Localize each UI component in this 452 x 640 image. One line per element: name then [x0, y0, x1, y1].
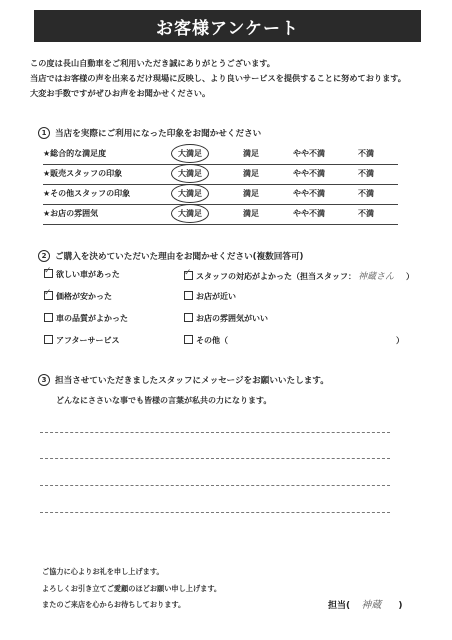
- close-paren: ）: [406, 272, 415, 281]
- rating-row: [43, 184, 398, 205]
- reason-checkbox[interactable]: [44, 266, 53, 278]
- message-line-1[interactable]: [40, 432, 390, 433]
- rating-row-label: ★販売スタッフの印象: [43, 169, 123, 178]
- rating-option[interactable]: 大満足: [171, 204, 209, 223]
- reason-option[interactable]: [184, 335, 404, 346]
- reason-label: お店が近い: [196, 292, 236, 301]
- rating-option[interactable]: 満足: [243, 169, 259, 178]
- footer-line-3: またのご来店を心からお待ちしております。: [42, 600, 186, 609]
- rating-option[interactable]: 大満足: [171, 164, 209, 183]
- q3-number: 3: [38, 374, 50, 386]
- reason-label: その他（: [196, 336, 228, 345]
- reason-option[interactable]: [184, 291, 236, 302]
- reason-checkbox[interactable]: [184, 291, 193, 300]
- reason-checkbox[interactable]: [44, 288, 53, 300]
- reason-label: お店の雰囲気がいい: [196, 314, 268, 323]
- reason-label: スタッフの対応がよかった（担当スタッフ：: [196, 272, 356, 281]
- check-mark-icon: ✓: [44, 288, 52, 298]
- reason-label: 価格が安かった: [56, 292, 112, 301]
- q1-number: 1: [38, 127, 50, 139]
- staff-name-handwritten: 神蔵さん: [358, 272, 395, 282]
- intro-line-1: この度は長山自動車をご利用いただき誠にありがとうございます。: [30, 58, 275, 68]
- reason-option[interactable]: [184, 313, 268, 324]
- rating-option[interactable]: 満足: [243, 149, 259, 158]
- reason-option[interactable]: [44, 266, 120, 280]
- reason-option[interactable]: [184, 269, 414, 282]
- close-paren: ）: [396, 336, 404, 345]
- footer-line-2: よろしくお引き立てご愛顧のほどお願い申し上げます。: [42, 584, 222, 593]
- rating-option[interactable]: やや不満: [293, 149, 325, 158]
- rating-option[interactable]: 満足: [243, 209, 259, 218]
- reason-checkbox[interactable]: [44, 313, 53, 322]
- message-line-3[interactable]: [40, 485, 390, 486]
- q1-heading-text: 当店を実際にご利用になった印象をお聞かせください: [55, 129, 262, 139]
- reason-label: 欲しい車があった: [56, 270, 120, 279]
- reason-option[interactable]: [44, 335, 119, 346]
- rating-row-label: ★お店の雰囲気: [43, 209, 99, 218]
- rating-row: [43, 204, 398, 225]
- reason-label: アフターサービス: [56, 336, 120, 345]
- rating-row-label: ★総合的な満足度: [43, 149, 107, 158]
- q3-heading-text: 担当させていただきましたスタッフにメッセージをお願いいたします。: [55, 376, 329, 386]
- q3-heading: [38, 374, 329, 386]
- reason-checkbox[interactable]: [184, 268, 193, 280]
- check-mark-icon: ✓: [44, 266, 52, 276]
- message-line-2[interactable]: [40, 458, 390, 459]
- q1-heading: [38, 127, 261, 139]
- rating-option[interactable]: やや不満: [293, 189, 325, 198]
- staff-label: 担当(: [328, 601, 351, 611]
- rating-option[interactable]: 不満: [358, 189, 374, 198]
- rating-option[interactable]: 大満足: [171, 184, 209, 203]
- staff-signature: [328, 596, 403, 611]
- reason-checkbox[interactable]: [184, 313, 193, 322]
- staff-close-paren: ): [398, 601, 403, 611]
- rating-option[interactable]: やや不満: [293, 209, 325, 218]
- q3-subheading: どんなにささいな事でも皆様の言葉が私共の力になります。: [56, 396, 272, 405]
- rating-row-label: ★その他スタッフの印象: [43, 189, 131, 198]
- footer-line-1: ご協力に心よりお礼を申し上げます。: [42, 567, 164, 576]
- intro-line-2: 当店ではお客様の声を出来るだけ現場に反映し、より良いサービスを提供することに努めております。: [30, 73, 406, 83]
- rating-option[interactable]: 不満: [358, 169, 374, 178]
- reason-label: 車の品質がよかった: [56, 314, 128, 323]
- rating-row: [43, 164, 398, 185]
- rating-option[interactable]: 満足: [243, 189, 259, 198]
- q2-heading: [38, 250, 303, 262]
- reason-checkbox[interactable]: [184, 335, 193, 344]
- check-mark-icon: ✓: [184, 268, 192, 278]
- message-line-4[interactable]: [40, 512, 390, 513]
- staff-name: 神蔵: [361, 600, 382, 611]
- rating-row: [43, 144, 398, 165]
- q2-number: 2: [38, 250, 50, 262]
- q2-heading-text: ご購入を決めていただいた理由をお聞かせください(複数回答可): [55, 252, 304, 262]
- survey-title: お客様アンケート: [34, 10, 421, 42]
- rating-option[interactable]: 不満: [358, 209, 374, 218]
- reason-option[interactable]: [44, 288, 112, 302]
- rating-option[interactable]: やや不満: [293, 169, 325, 178]
- reason-option[interactable]: [44, 313, 128, 324]
- intro-line-3: 大変お手数ですがぜひお声をお聞かせください。: [30, 88, 211, 98]
- rating-option[interactable]: 不満: [358, 149, 374, 158]
- rating-option[interactable]: 大満足: [171, 144, 209, 163]
- reason-checkbox[interactable]: [44, 335, 53, 344]
